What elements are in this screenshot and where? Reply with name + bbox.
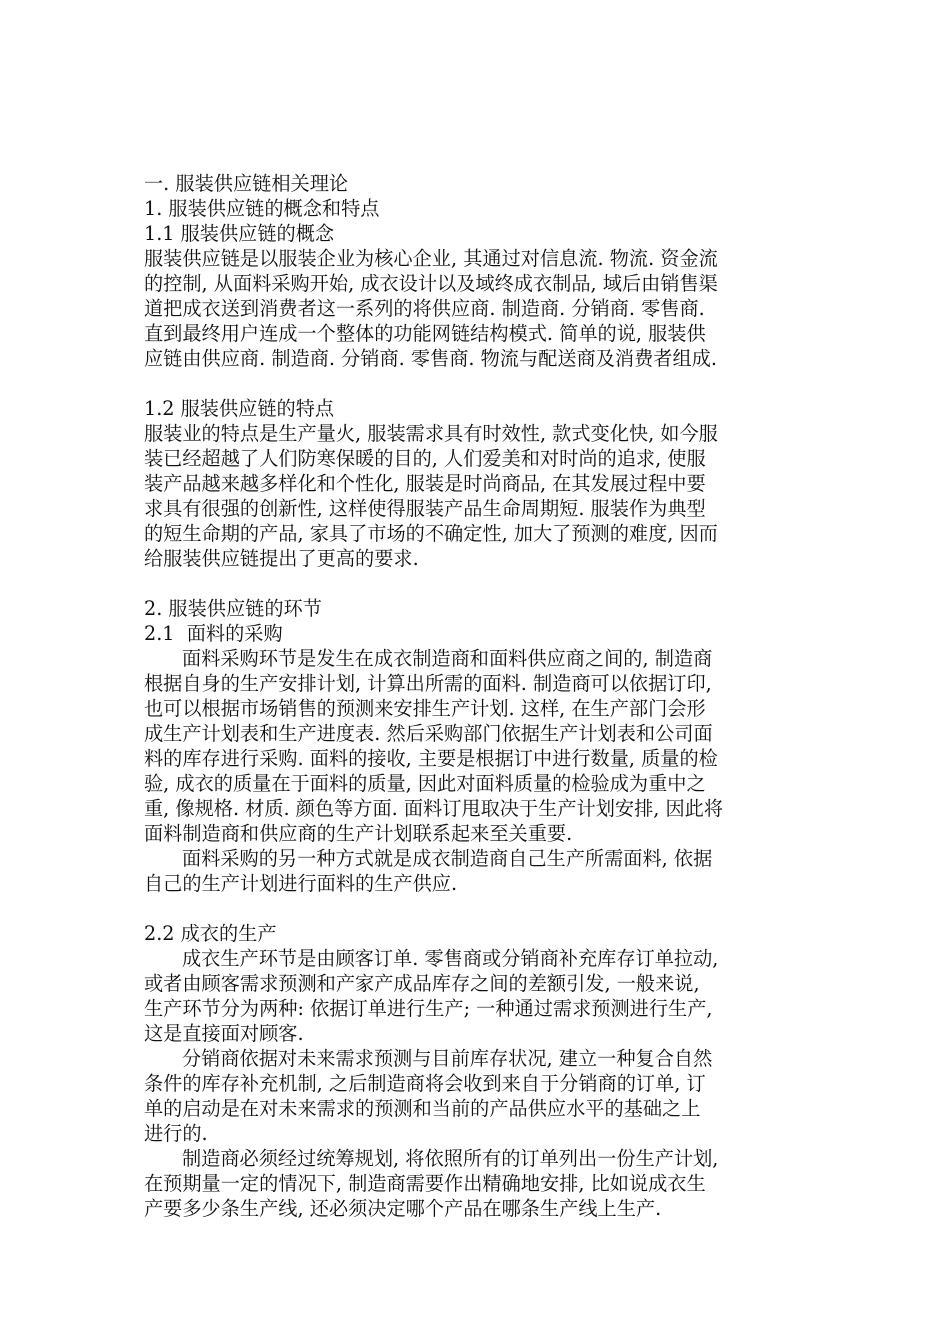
subsection-heading-1-1: 1.1 服装供应链的概念 [144, 222, 335, 245]
subsection-heading-1-2: 1.2 服装供应链的特点 [144, 397, 335, 420]
paragraph-line: 面料采购的另一种方式就是成衣制造商自己生产所需面料, 依据 [182, 847, 713, 870]
paragraph-line: 的控制, 从面料采购开始, 成衣设计以及域终成衣制品, 域后由销售渠 [144, 272, 718, 295]
paragraph-line: 也可以根据市场销售的预测来安排生产计划. 这样, 在生产部门会形 [144, 697, 706, 720]
paragraph-line: 根据自身的生产安排计划, 计算出所需的面料. 制造商可以依据订印, [144, 672, 712, 695]
paragraph-line: 成生产计划表和生产进度表. 然后采购部门依据生产计划表和公司面 [144, 722, 713, 745]
spacer [144, 896, 814, 921]
document-body [144, 171, 814, 1221]
paragraph-line: 重, 像规格. 材质. 颜色等方面. 面料订甩取决于生产计划安排, 因此将 [144, 797, 724, 820]
paragraph-line: 料的库存进行采购. 面料的接收, 主要是根据订中进行数量, 质量的检 [144, 747, 718, 770]
paragraph-line: 直到最终用户连成一个整体的功能网链结构模式. 简单的说, 服装供 [144, 322, 706, 345]
paragraph-line: 给服装供应链提出了更高的要求. [144, 547, 419, 570]
paragraph-line: 应链由供应商. 制造商. 分销商. 零售商. 物流与配送商及消费者组成. [144, 347, 717, 370]
section-heading-2: 2. 服装供应链的环节 [144, 597, 322, 620]
paragraph-line: 或者由顾客需求预测和产家产成品库存之间的差额引发, 一般来说, [144, 972, 700, 995]
paragraph-line: 自己的生产计划进行面料的生产供应. [144, 872, 458, 895]
paragraph-line: 单的启动是在对未来需求的预测和当前的产品供应水平的基础之上 [144, 1097, 701, 1120]
paragraph-line: 分销商依据对未来需求预测与目前库存状况, 建立一种复合自然 [182, 1047, 713, 1070]
paragraph-line: 条件的库存补充机制, 之后制造商将会收到来自于分销商的订单, 订 [144, 1072, 706, 1095]
spacer [144, 371, 814, 396]
paragraph-line: 产要多少条生产线, 还必须决定哪个产品在哪条生产线上生产. [144, 1197, 662, 1220]
paragraph-line: 进行的. [144, 1122, 208, 1145]
paragraph-line: 服装业的特点是生产量火, 服装需求具有时效性, 款式变化快, 如今服 [144, 422, 718, 445]
paragraph-line: 装产品越来越多样化和个性化, 服装是时尚商品, 在其发展过程中要 [144, 472, 706, 495]
paragraph-line: 生产环节分为两种: 依据订单进行生产; 一种通过需求预测进行生产, [144, 997, 713, 1020]
paragraph-line: 的短生命期的产品, 家具了市场的不确定性, 加大了预测的难度, 因而 [144, 522, 718, 545]
spacer [144, 571, 814, 596]
subsection-heading-2-2: 2.2 成衣的生产 [144, 922, 277, 945]
paragraph-line: 道把成衣送到消费者这一系列的将供应商. 制造商. 分销商. 零售商. [144, 297, 705, 320]
paragraph-line: 面料采购环节是发生在成衣制造商和面料供应商之间的, 制造商 [182, 647, 713, 670]
paragraph-line: 面料制造商和供应商的生产计划联系起来至关重要. [144, 822, 573, 845]
paragraph-line: 制造商必须经过统筹规划, 将依照所有的订单列出一份生产计划, [182, 1147, 719, 1170]
paragraph-line: 求具有很强的创新性, 这样使得服装产品生命周期短. 服装作为典型 [144, 497, 706, 520]
paragraph-line: 装已经超越了人们防寒保暖的目的, 人们爱美和对时尚的追求, 使服 [144, 447, 706, 470]
paragraph-line: 成衣生产环节是由顾客订单. 零售商或分销商补充库存订单拉动, [182, 947, 719, 970]
paragraph-line: 在预期量一定的情况下, 制造商需要作出精确地安排, 比如说成衣生 [144, 1172, 706, 1195]
subsection-heading-2-1: 2.1 面料的采购 [144, 622, 283, 645]
paragraph-line: 这是直接面对顾客. [144, 1022, 304, 1045]
section-heading-1: 1. 服装供应链的概念和特点 [144, 197, 380, 220]
paragraph-line: 服装供应链是以服装企业为核心企业, 其通过对信息流. 物流. 资金流 [144, 247, 718, 270]
paragraph-line: 验, 成衣的质量在于面料的质量, 因此对面料质量的检验成为重中之 [144, 772, 706, 795]
chapter-heading: 一. 服装供应链相关理论 [144, 172, 349, 195]
